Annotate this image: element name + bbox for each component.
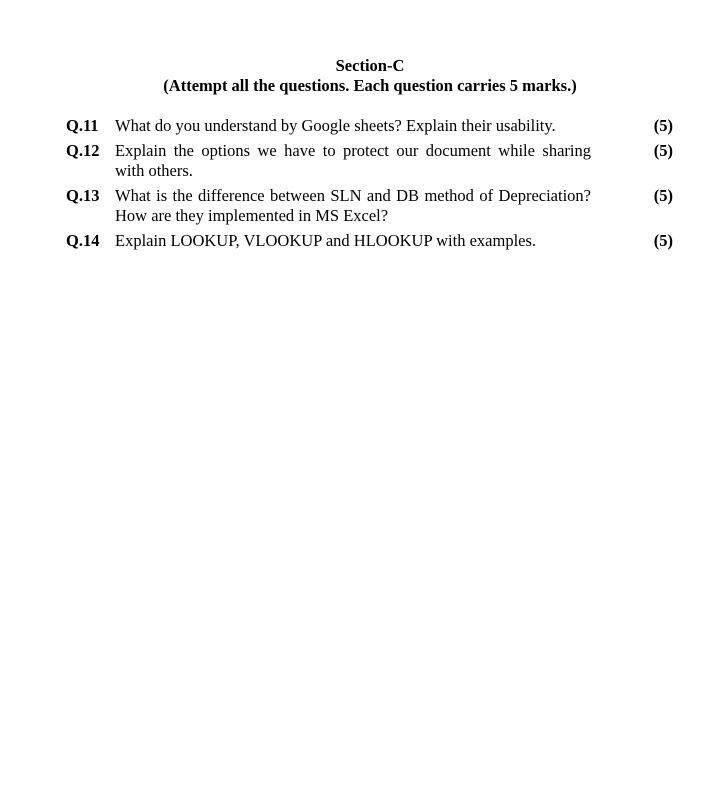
question-text: Explain LOOKUP, VLOOKUP and HLOOKUP with examples. xyxy=(115,231,537,250)
question-marks: (5) xyxy=(653,186,673,205)
question-item xyxy=(66,186,678,226)
question-marks: (5) xyxy=(653,231,673,250)
question-marks: (5) xyxy=(653,116,673,135)
question-number: Q.13 xyxy=(66,186,100,205)
question-number: Q.12 xyxy=(66,141,100,160)
question-text: What do you understand by Google sheets? Explain their usability. xyxy=(115,116,556,135)
question-number: Q.14 xyxy=(66,231,100,250)
section-instructions: (Attempt all the questions. Each question carries 5 marks.) xyxy=(163,76,577,95)
question-item xyxy=(66,116,678,136)
question-marks: (5) xyxy=(653,141,673,160)
section-title: Section-C xyxy=(335,56,405,75)
question-number: Q.11 xyxy=(66,116,99,135)
question-item xyxy=(66,231,678,251)
question-list xyxy=(66,116,678,256)
section-header xyxy=(0,56,712,96)
question-text: Explain the options we have to protect our document while sharing with others. xyxy=(115,141,591,180)
question-text: What is the difference between SLN and DB method of Depreciation? How are they implemented in MS Excel? xyxy=(115,186,591,225)
question-item xyxy=(66,141,678,181)
